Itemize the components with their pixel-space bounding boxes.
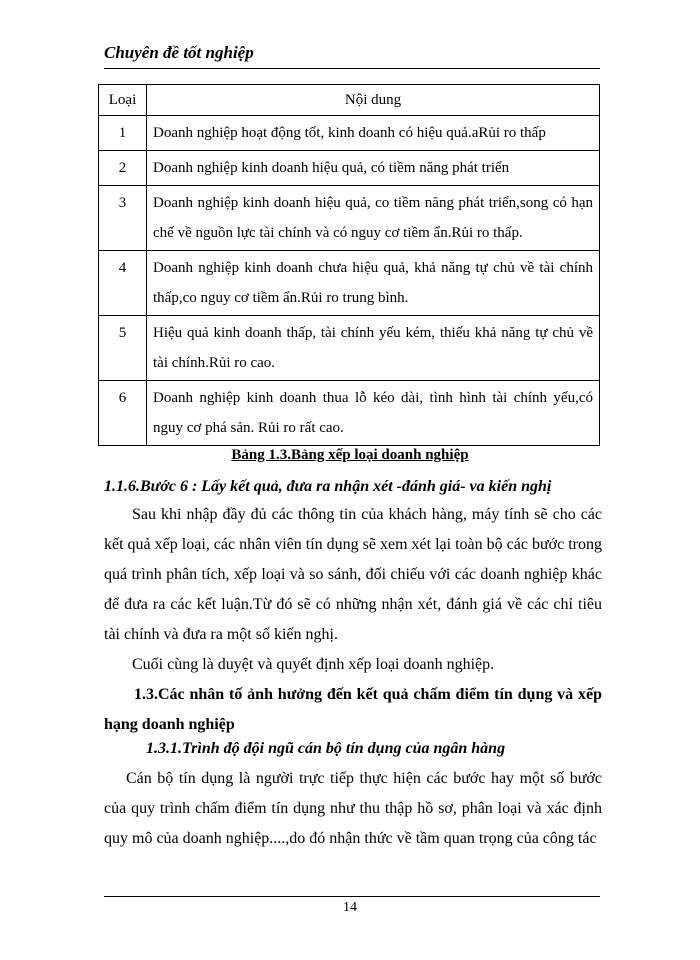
column-header-content: Nội dung	[147, 85, 600, 116]
classification-table	[98, 84, 600, 446]
paragraph-approval: Cuối cùng là duyệt và quyết định xếp loại doanh nghiệp.	[132, 656, 495, 673]
table-header-row	[99, 85, 600, 116]
paragraph-results: Sau khi nhập đầy đủ các thông tin của khách hàng, máy tính sẽ cho các kết quả xếp loại, các nhân viên tín dụng sẽ xem xét lại toàn bộ các bước trong quá trình phân tích, xếp loại và so sánh, đối chiếu với các doanh nghiệp khác để đưa ra các kết luận.Từ đó sẽ có những nhận xét, đánh giá về các chỉ tiêu tài chính và đưa ra một số kiến nghị.	[104, 506, 602, 643]
column-header-grade: Loại	[99, 85, 147, 116]
row-grade: 4	[99, 251, 147, 316]
table-row	[99, 186, 600, 251]
table-row	[99, 381, 600, 446]
section-heading-1-3-1: 1.3.1.Trình độ đội ngũ cán bộ tín dụng của ngân hàng	[146, 740, 506, 757]
paragraph-credit-officers: Cán bộ tín dụng là người trực tiếp thực hiện các bước hay một số bước của quy trình chấm điểm tín dụng như thu thập hồ sơ, phân loại và xác định quy mô của doanh nghiệp....,do đó nhận thức về tầm quan trọng của công tác	[104, 770, 602, 847]
table-row	[99, 251, 600, 316]
page-number: 14	[343, 900, 357, 915]
row-content: Doanh nghiệp kinh doanh chưa hiệu quả, khả năng tự chủ về tài chính thấp,co nguy cơ tiềm ẩn.Rủi ro trung bình.	[147, 251, 600, 316]
row-content: Hiệu quả kinh doanh thấp, tài chính yếu kém, thiếu khả năng tự chủ về tài chính.Rủi ro cao.	[147, 316, 600, 381]
section-heading-step-6: 1.1.6.Bước 6 : Lấy kết quả, đưa ra nhận xét -đánh giá- va kiến nghị	[104, 478, 552, 495]
row-grade: 6	[99, 381, 147, 446]
table-caption: Bảng 1.3.Bảng xếp loại doanh nghiệp	[231, 447, 469, 463]
section-heading-1-3: 1.3.Các nhân tố ảnh hưởng đến kết quả chấm điểm tín dụng và xếp hạng doanh nghiệp	[104, 686, 602, 733]
row-content: Doanh nghiệp kinh doanh hiệu quả, co tiềm năng phát triển,song có hạn chế về nguồn lực tài chính và có nguy cơ tiềm ẩn.Rủi ro thấp.	[147, 186, 600, 251]
footer-divider	[104, 896, 600, 897]
table-row	[99, 151, 600, 186]
row-content: Doanh nghiệp kinh doanh thua lỗ kéo dài, tình hình tài chính yếu,có nguy cơ phá sản. Rủi ro rất cao.	[147, 381, 600, 446]
table-row	[99, 116, 600, 151]
row-content: Doanh nghiệp kinh doanh hiệu quả, có tiềm năng phát triển	[147, 151, 600, 186]
row-grade: 2	[99, 151, 147, 186]
table-row	[99, 316, 600, 381]
row-content: Doanh nghiệp hoạt động tốt, kinh doanh có hiệu quả.aRủi ro thấp	[147, 116, 600, 151]
row-grade: 5	[99, 316, 147, 381]
row-grade: 1	[99, 116, 147, 151]
row-grade: 3	[99, 186, 147, 251]
page-header-title: Chuyên đề tốt nghiệp	[104, 42, 600, 69]
